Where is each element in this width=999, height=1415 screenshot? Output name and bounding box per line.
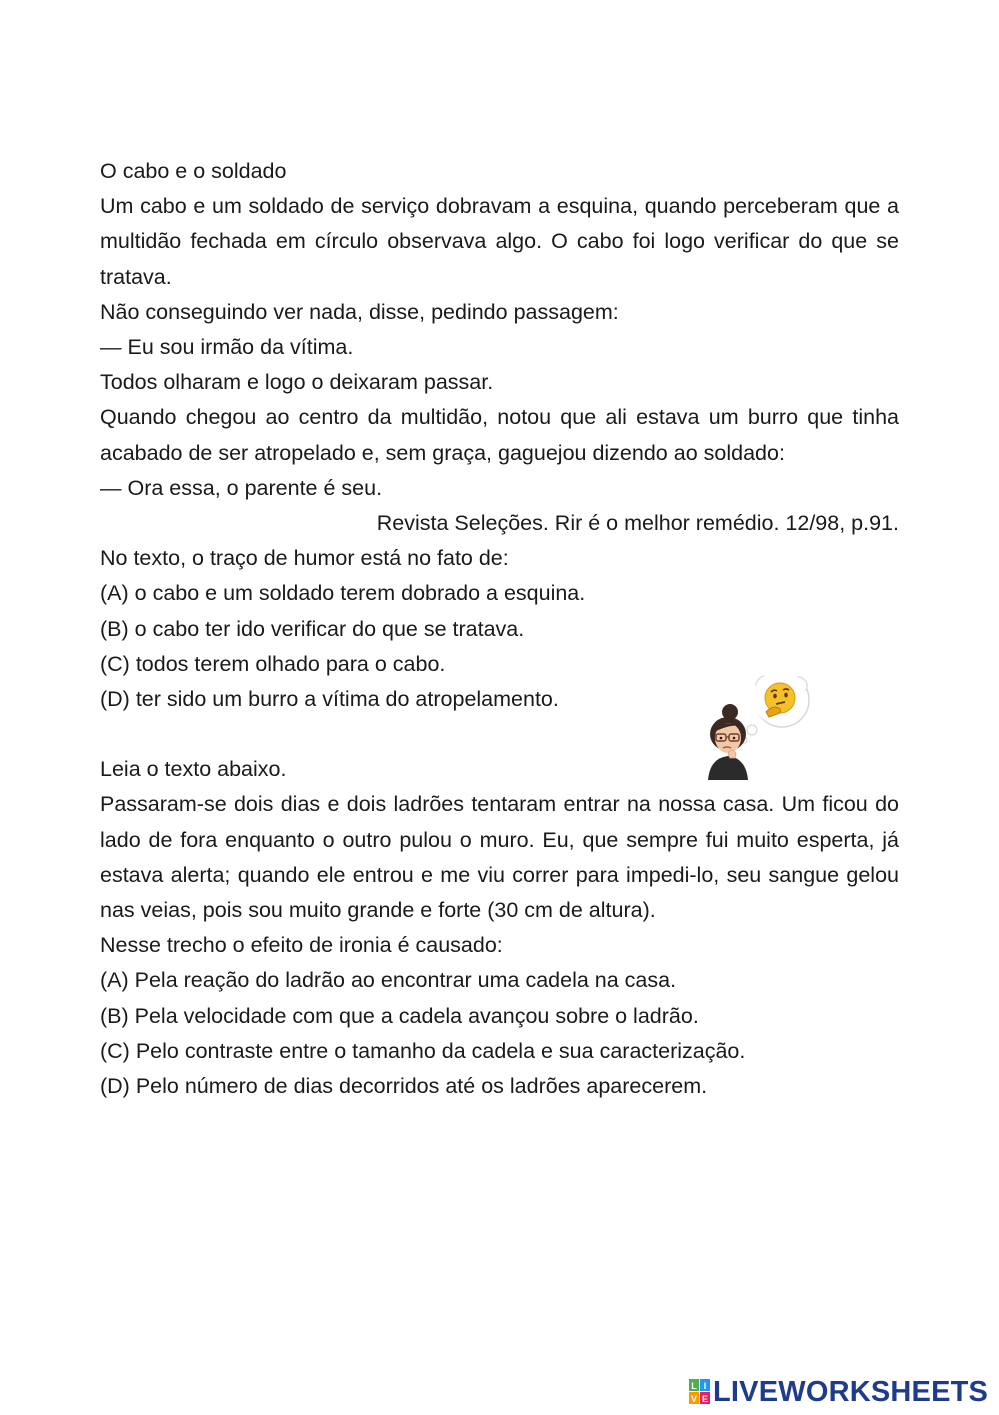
thinking-woman-icon bbox=[700, 668, 812, 780]
question2-option-c: (C) Pelo contraste entre o tamanho da cadela e sua caracterização. bbox=[100, 1038, 746, 1063]
story1-line: Não conseguindo ver nada, disse, pedindo passagem: bbox=[100, 299, 619, 324]
logo-mark-letter: V bbox=[690, 1394, 698, 1404]
story2-intro: Leia o texto abaixo. bbox=[100, 757, 287, 782]
question1-option-c: (C) todos terem olhado para o cabo. bbox=[100, 651, 446, 676]
logo-text: LIVEWORKSHEETS bbox=[713, 1376, 989, 1408]
story1-line: Todos olharam e logo o deixaram passar. bbox=[100, 370, 494, 395]
logo-mark-letter: I bbox=[703, 1381, 707, 1391]
logo-mark-letter: E bbox=[701, 1394, 709, 1404]
question1-prompt: No texto, o traço de humor está no fato de: bbox=[100, 546, 509, 571]
liveworksheets-logo bbox=[689, 1377, 988, 1407]
story1-title: O cabo e o soldado bbox=[100, 159, 287, 183]
question2-option-d: (D) Pelo número de dias decorridos até os ladrões aparecerem. bbox=[100, 1074, 708, 1099]
question2-option-a: (A) Pela reação do ladrão ao encontrar uma cadela na casa. bbox=[100, 968, 677, 993]
story1-dialogue: — Eu sou irmão da vítima. bbox=[100, 335, 354, 360]
question1-option-a: (A) o cabo e um soldado terem dobrado a esquina. bbox=[100, 581, 586, 606]
question2-prompt: Nesse trecho o efeito de ironia é causado: bbox=[100, 933, 503, 958]
story1-source: Revista Seleções. Rir é o melhor remédio. 12/98, p.91. bbox=[376, 511, 899, 536]
question1-option-d: (D) ter sido um burro a vítima do atropelamento. bbox=[100, 687, 559, 712]
story1-dialogue: — Ora essa, o parente é seu. bbox=[100, 475, 383, 500]
woman-figure bbox=[708, 704, 748, 780]
question1-option-b: (B) o cabo ter ido verificar do que se tratava. bbox=[100, 616, 525, 641]
story1-paragraph: Um cabo e um soldado de serviço dobravam a esquina, quando perceberam que a multidão fechada em círculo observava algo. O cabo foi logo verificar do que se tratava. bbox=[100, 194, 899, 289]
question2-option-b: (B) Pela velocidade com que a cadela avançou sobre o ladrão. bbox=[100, 1003, 699, 1028]
story1-paragraph: Quando chegou ao centro da multidão, notou que ali estava um burro que tinha acabado de ser atropelado e, sem graça, gaguejou dizendo ao soldado: bbox=[100, 405, 899, 465]
liveworksheets-mark-icon bbox=[689, 1379, 711, 1405]
logo-mark-letter: L bbox=[691, 1381, 697, 1391]
worksheet bbox=[100, 154, 899, 1104]
story2-paragraph: Passaram-se dois dias e dois ladrões tentaram entrar na nossa casa. Um ficou do lado de fora enquanto o outro pulou o muro. Eu, que sempre fui muito esperta, já estava alerta; quando ele entrou e me viu correr para impedi-lo, seu sangue gelou nas veias, pois sou muito grande e forte (30 cm de altura). bbox=[100, 792, 899, 923]
